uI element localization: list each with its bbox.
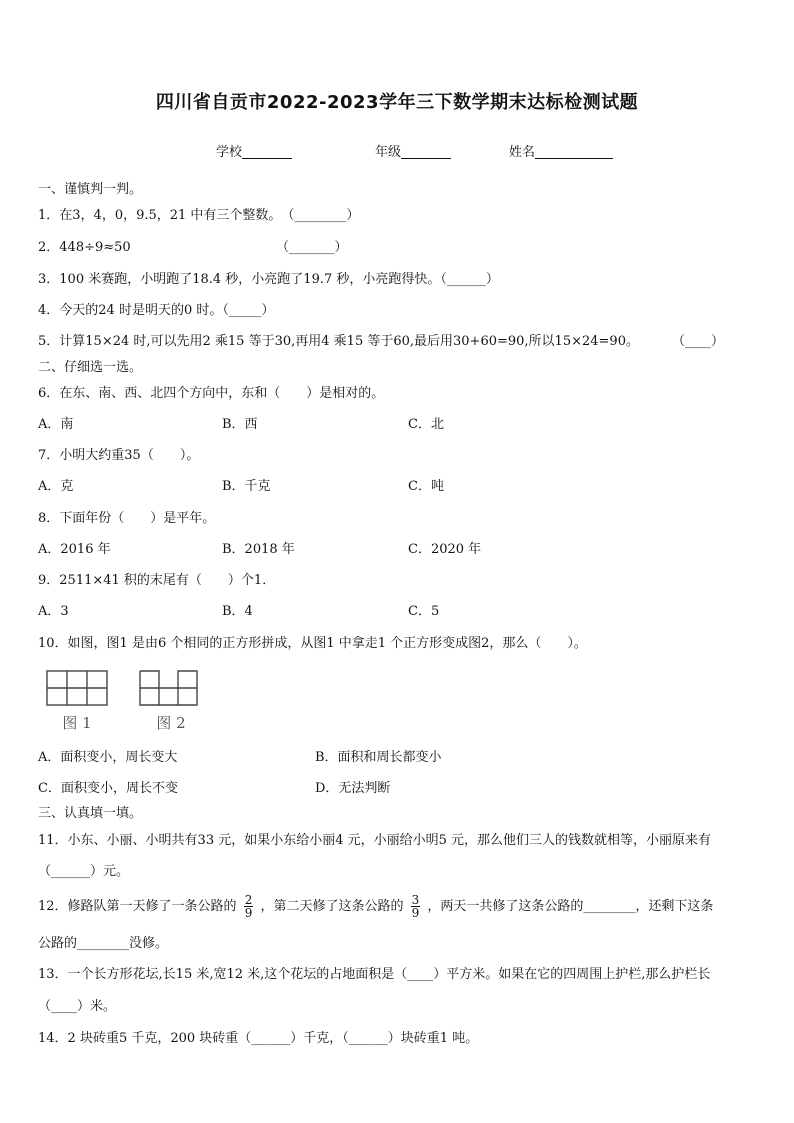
q10-figure-svg: [40, 664, 210, 736]
q8-option-c[interactable]: C．2020 年: [408, 542, 482, 557]
question-6: 6．在东、南、西、北四个方向中，东和（ ）是相对的。: [38, 386, 385, 401]
question-13-line-1: 13．一个长方形花坛,长15 米,宽12 米,这个花坛的占地面积是（____）平方米。如果在它的四周围上护栏,那么护栏长: [38, 967, 711, 982]
page-title: 四川省自贡市2022-2023学年三下数学期末达标检测试题: [155, 92, 639, 113]
q12-part-2: ，第二天修了这条公路的: [260, 899, 404, 914]
figure-2-grid: [140, 671, 197, 705]
grade-label: 年级: [375, 145, 402, 160]
question-7: 7．小明大约重35（ ）。: [38, 448, 200, 463]
figure-2-label: 图 2: [156, 714, 186, 732]
question-11-line-2: （______）元。: [38, 864, 130, 879]
q9-option-a[interactable]: A．3: [38, 604, 69, 619]
q12-frac2-num: 3: [411, 893, 420, 907]
q9-option-b[interactable]: B．4: [222, 604, 253, 619]
question-1: 1．在3，4，0，9.5，21 中有三个整数。 （________）: [38, 208, 360, 223]
question-13-line-2: （____）米。: [38, 999, 117, 1014]
question-12-line-2: 公路的________没修。: [38, 936, 169, 951]
q12-part-1: 12．修路队第一天修了一条公路的: [38, 899, 237, 914]
school-field: [216, 141, 292, 160]
question-4: 4．今天的24 时是明天的0 时。（_____）: [38, 303, 275, 318]
name-field: [509, 141, 613, 160]
q7-option-a[interactable]: A．克: [38, 479, 74, 494]
q6-option-c[interactable]: C．北: [408, 417, 444, 432]
figure-1-grid: [47, 671, 107, 705]
q12-frac1-num: 2: [244, 893, 253, 907]
question-5-blank: （____）: [672, 334, 725, 349]
question-3: 3．100 米赛跑，小明跑了18.4 秒，小亮跑了19.7 秒，小亮跑得快。（______）: [38, 272, 499, 287]
question-2-blank: （_______）: [276, 240, 348, 255]
school-label: 学校: [216, 145, 243, 160]
question-8: 8．下面年份（ ）是平年。: [38, 511, 216, 526]
q9-option-c[interactable]: C．5: [408, 604, 440, 619]
q8-option-b[interactable]: B．2018 年: [222, 542, 295, 557]
name-label: 姓名: [509, 145, 536, 160]
grade-field: [375, 141, 451, 160]
q7-option-b[interactable]: B．千克: [222, 479, 271, 494]
q10-option-c[interactable]: C．面积变小，周长不变: [38, 781, 178, 796]
question-9: 9．2511×41 积的末尾有（ ）个1．: [38, 573, 276, 588]
q8-option-a[interactable]: A．2016 年: [38, 542, 111, 557]
q10-figure: [40, 664, 210, 736]
figure-1-label: 图 1: [62, 714, 92, 732]
grade-blank[interactable]: [401, 144, 451, 159]
q10-option-a[interactable]: A．面积变小，周长变大: [38, 750, 178, 765]
question-14: 14．2 块砖重5 千克，200 块砖重（______）千克，（______）块砖重1 吨。: [38, 1031, 479, 1046]
q12-frac1-den: 9: [244, 906, 253, 920]
q12-frac2-den: 9: [411, 906, 420, 920]
school-blank[interactable]: [242, 144, 292, 159]
q7-option-c[interactable]: C．吨: [408, 479, 444, 494]
question-11-line-1: 11．小东、小丽、小明共有33 元，如果小东给小丽4 元，小丽给小明5 元，那么他们三人的钱数就相等，小丽原来有: [38, 833, 712, 848]
section-heading-1: 一、谨慎判一判。: [38, 182, 143, 197]
question-12-line-1: [38, 893, 713, 921]
section-heading-3: 三、认真填一填。: [38, 806, 143, 821]
q6-option-b[interactable]: B．西: [222, 417, 258, 432]
q6-option-a[interactable]: A．南: [38, 417, 74, 432]
q12-fraction-2: [411, 894, 421, 919]
section-heading-2: 二、仔细选一选。: [38, 360, 143, 375]
question-2: 2．448÷9≈50: [38, 240, 131, 255]
name-blank[interactable]: [535, 144, 613, 159]
q12-part-3: ，两天一共修了这条公路的________，还剩下这条: [427, 899, 714, 914]
q12-fraction-1: [244, 894, 254, 919]
q10-option-d[interactable]: D．无法判断: [315, 781, 391, 796]
question-10: 10．如图，图1 是由6 个相同的正方形拼成，从图1 中拿走1 个正方形变成图2，那么（ ）。: [38, 636, 587, 651]
question-5: 5．计算15×24 时,可以先用2 乘15 等于30,再用4 乘15 等于60,最后用30+60=90,所以15×24=90。: [38, 334, 639, 349]
q10-option-b[interactable]: B．面积和周长都变小: [315, 750, 442, 765]
